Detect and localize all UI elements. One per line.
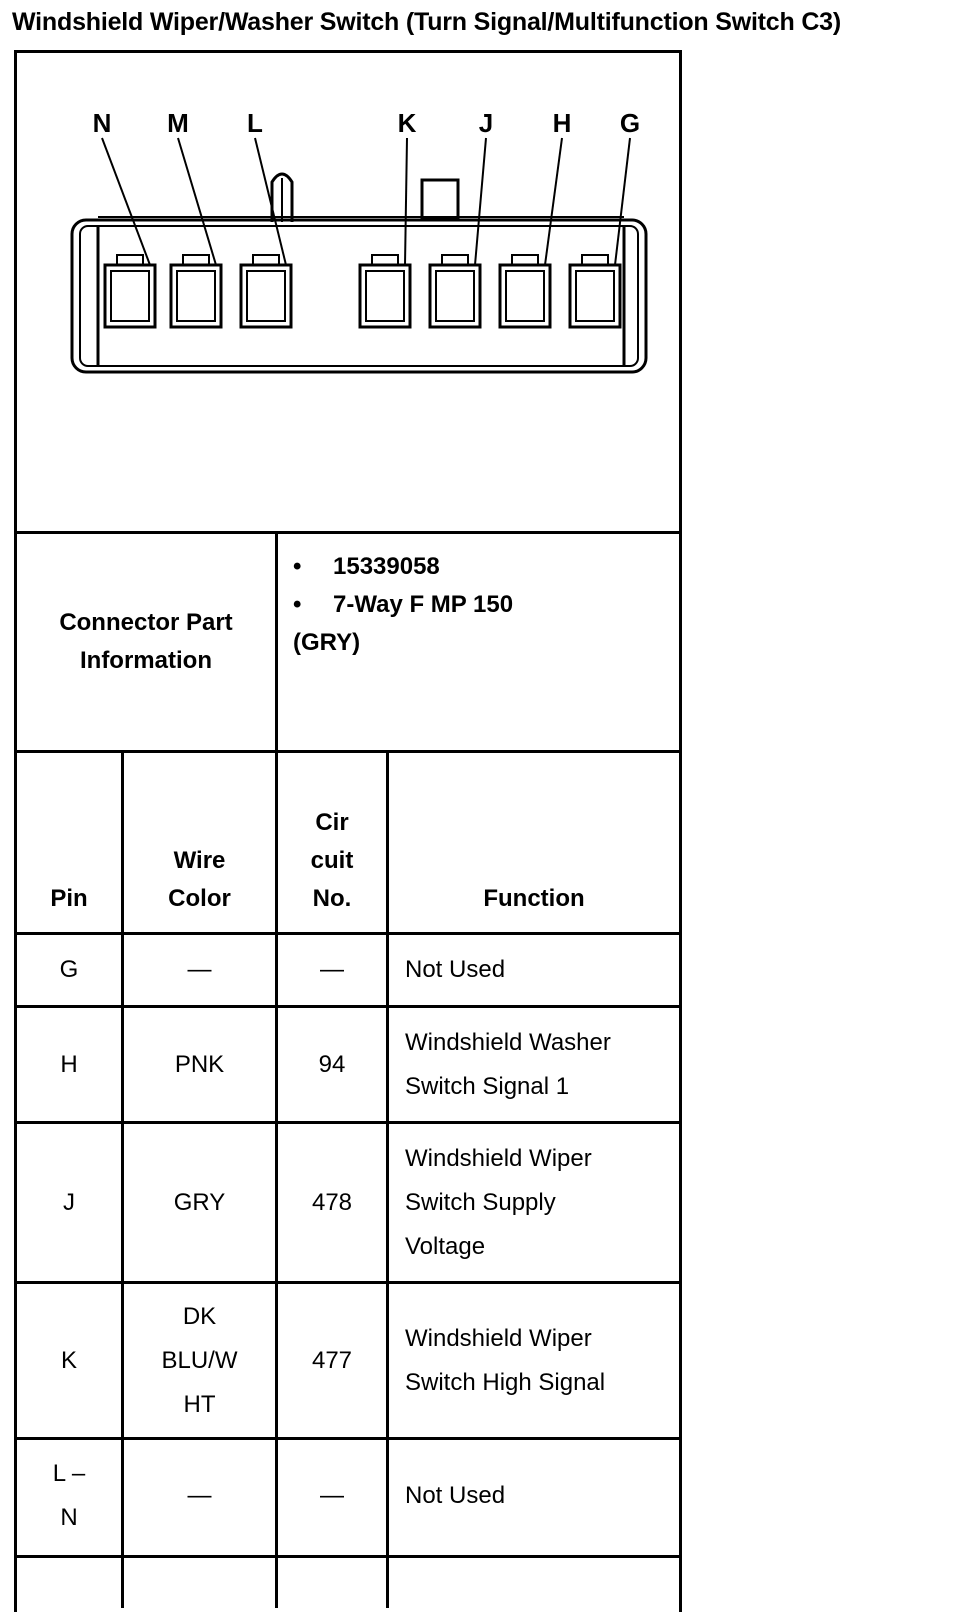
header-function: Function xyxy=(483,885,585,912)
terminal-cavity-inner xyxy=(366,271,404,321)
part-number: 15339058 xyxy=(333,553,440,580)
terminal-cavity xyxy=(360,265,410,327)
connector-description: 7-Way F MP 150 xyxy=(333,591,514,618)
pin-cell: H xyxy=(60,1050,78,1078)
header-wire-color: Wire Color xyxy=(168,847,231,912)
terminal-cavity-inner xyxy=(576,271,614,321)
circuit-cell: — xyxy=(320,1482,344,1509)
terminal-cavity-inner xyxy=(506,271,544,321)
pin-label: G xyxy=(619,108,641,138)
terminal-cavity xyxy=(105,265,155,327)
connector-diagram xyxy=(14,50,682,533)
wire-color-cell: DK BLU/W HT xyxy=(161,1302,238,1418)
pin-leader-line xyxy=(178,138,216,265)
terminal-cavity xyxy=(171,265,221,327)
function-cell: Windshield Wiper Switch Supply Voltage xyxy=(405,1144,592,1260)
function-cell: Windshield Wiper Switch High Signal xyxy=(405,1324,606,1396)
pin-label: M xyxy=(167,108,189,138)
connector-part-info-values: • 15339058 • 7-Way F MP 150 (GRY) xyxy=(293,548,513,662)
circuit-cell: 477 xyxy=(311,1346,353,1374)
pin-label: L xyxy=(247,108,263,138)
pin-cell: J xyxy=(63,1188,75,1216)
pin-leader-line xyxy=(475,138,486,265)
pin-leader-line xyxy=(102,138,150,265)
header-pin: Pin xyxy=(50,885,88,912)
terminal-cavity xyxy=(570,265,620,327)
terminal-cavity-inner xyxy=(247,271,285,321)
wire-color-cell: GRY xyxy=(173,1188,226,1216)
terminal-cavity xyxy=(500,265,550,327)
connector-face-drawing xyxy=(14,50,682,533)
pin-label: K xyxy=(397,108,417,138)
pin-leader-line xyxy=(545,138,562,265)
wire-color-cell: PNK xyxy=(174,1050,225,1078)
pin-label: H xyxy=(552,108,572,138)
pin-label: J xyxy=(478,108,494,138)
pin-cell: G xyxy=(59,956,79,983)
function-cell: Not Used xyxy=(405,956,506,983)
terminal-cavity-inner xyxy=(111,271,149,321)
pin-cell: K xyxy=(60,1346,77,1374)
terminal-cavity xyxy=(430,265,480,327)
wire-color-cell: — xyxy=(187,956,212,983)
terminal-cavity-inner xyxy=(436,271,474,321)
wire-color-cell: — xyxy=(187,1482,212,1509)
terminal-cavity-inner xyxy=(177,271,215,321)
document-title: Windshield Wiper/Washer Switch (Turn Signal/Multifunction Switch C3) xyxy=(12,8,842,36)
function-cell: Not Used xyxy=(405,1482,506,1509)
header-circuit-no: Cir cuit No. xyxy=(310,809,354,912)
terminal-cavity xyxy=(241,265,291,327)
circuit-cell: — xyxy=(320,956,344,983)
circuit-cell: 478 xyxy=(311,1188,353,1216)
connector-part-info-label: Connector Part Information xyxy=(59,609,233,674)
divider xyxy=(14,1555,682,1558)
function-cell: Windshield Washer Switch Signal 1 xyxy=(405,1028,611,1100)
connector-color: (GRY) xyxy=(293,629,361,656)
circuit-cell: 94 xyxy=(318,1050,346,1078)
pin-leader-line xyxy=(405,138,407,265)
pin-cell: L – N xyxy=(52,1460,86,1531)
pin-label: N xyxy=(92,108,112,138)
